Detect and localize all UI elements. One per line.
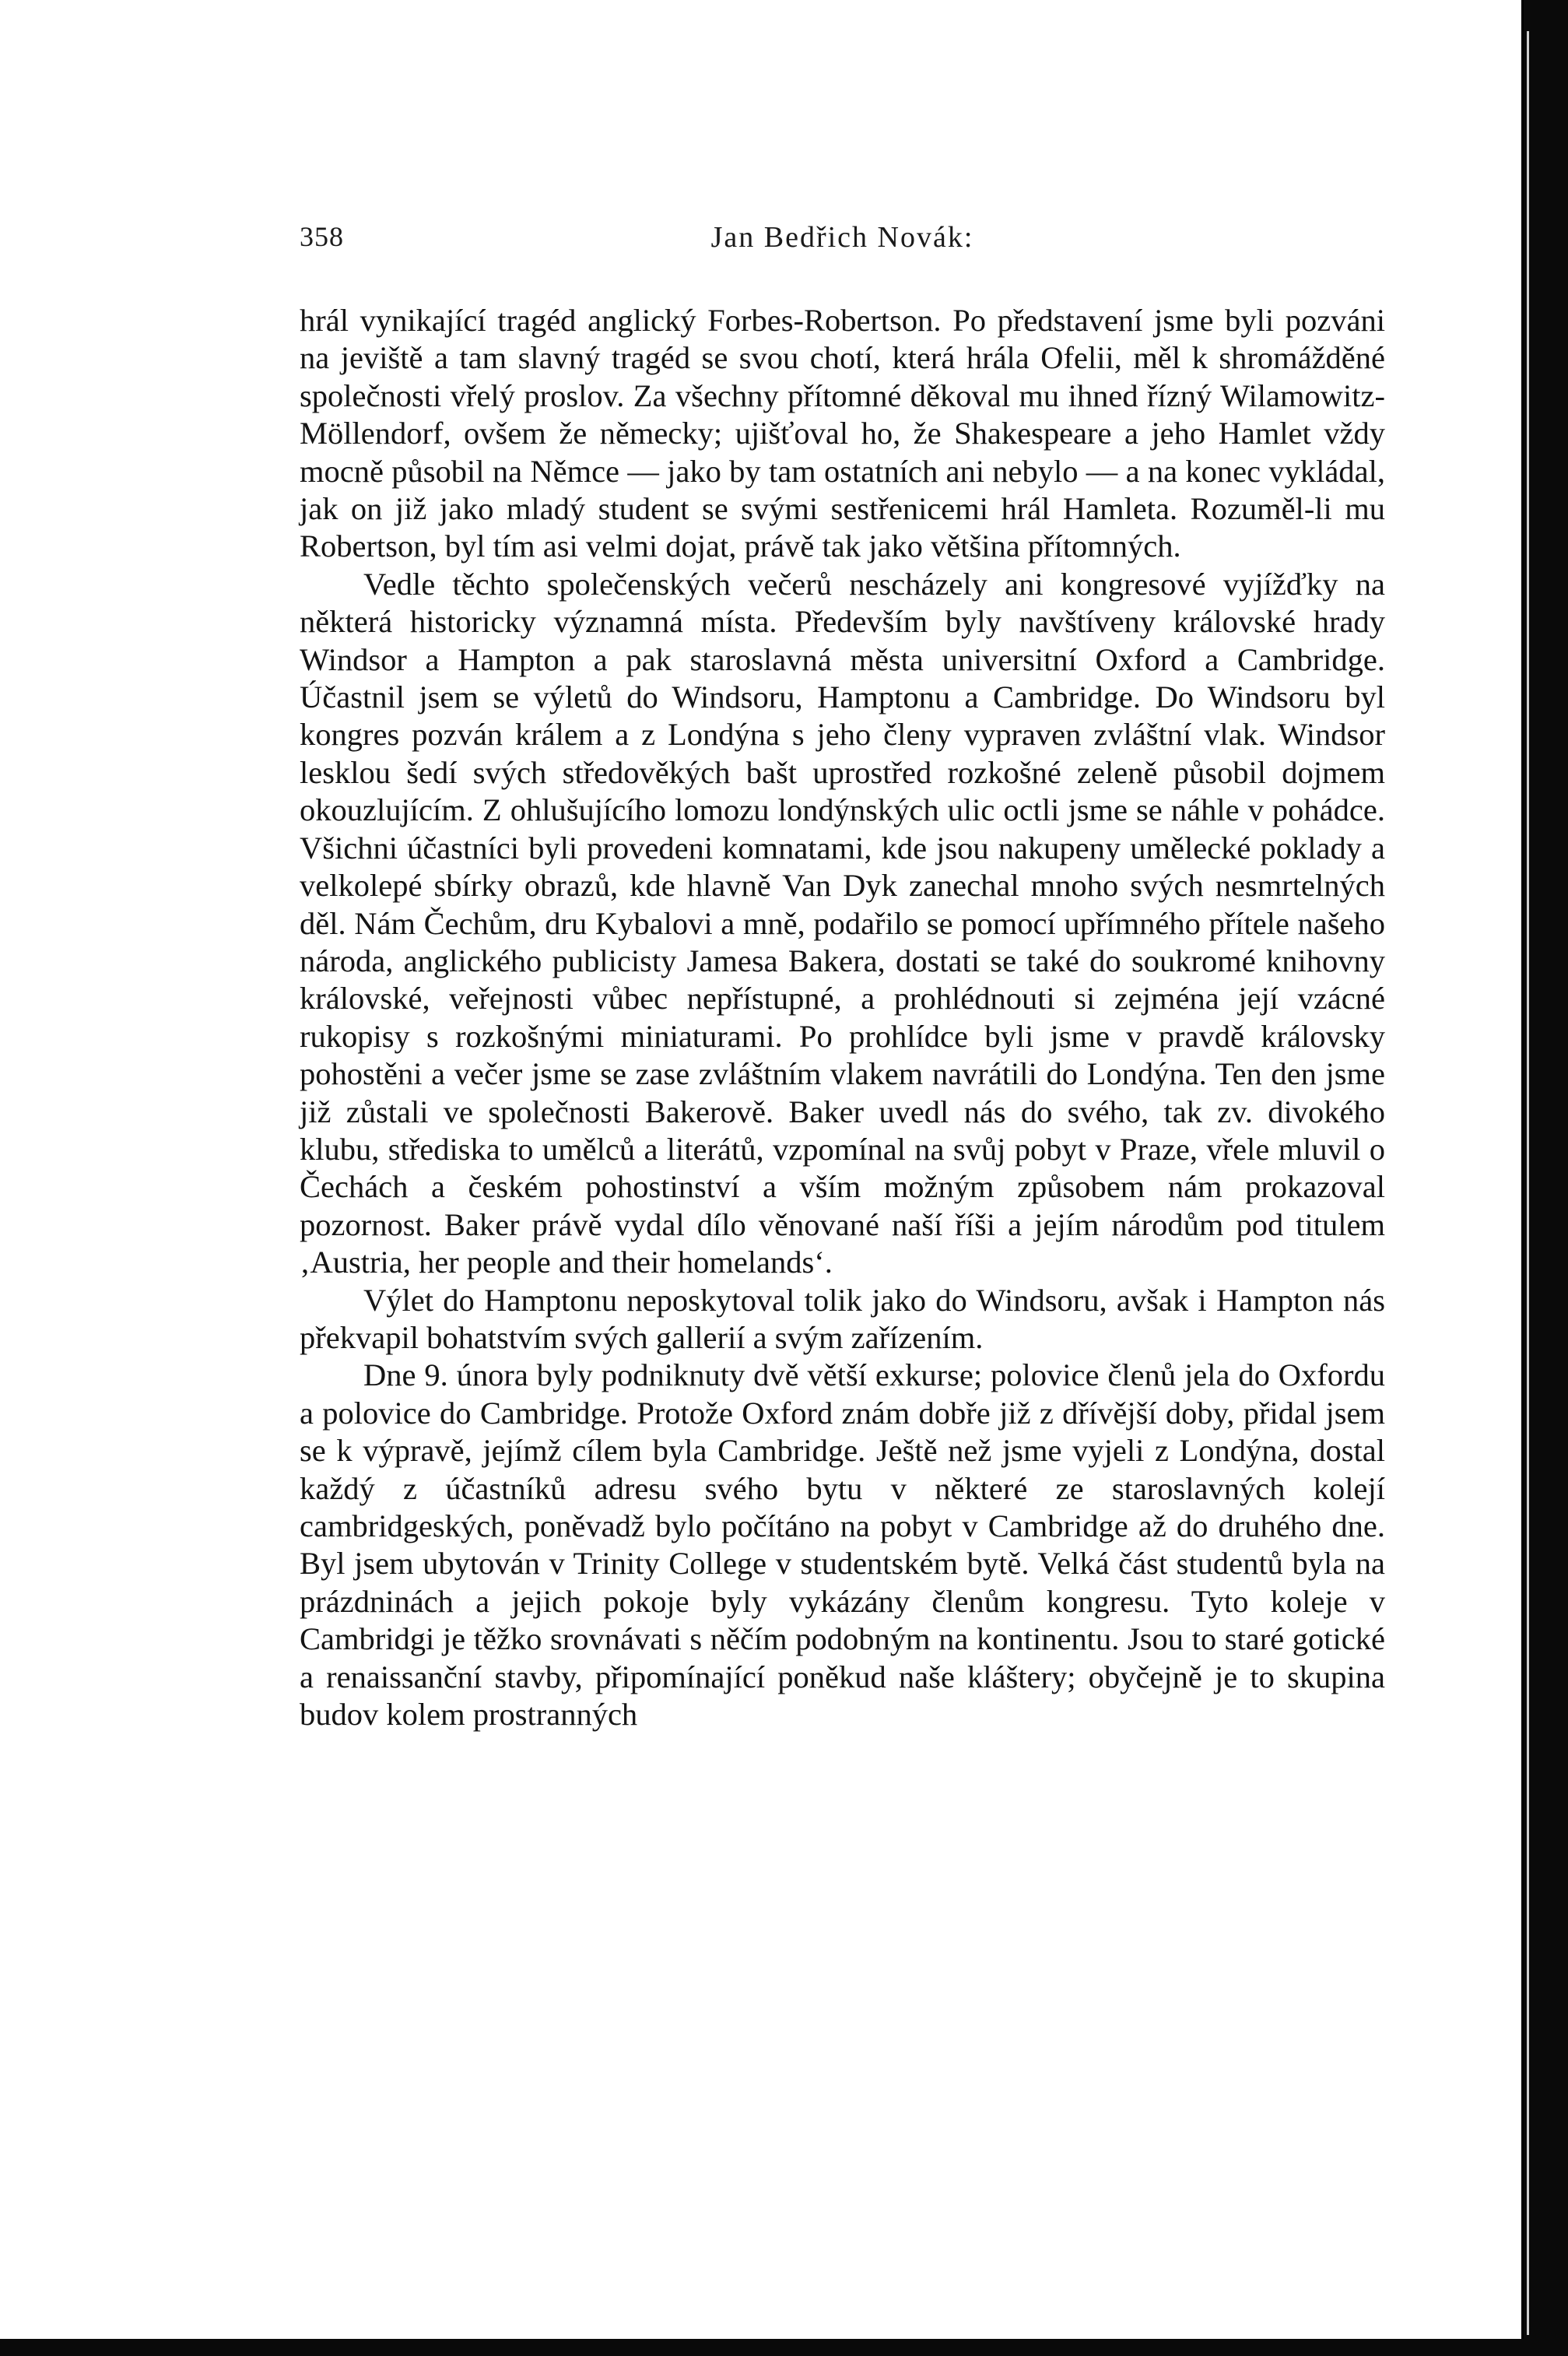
scan-edge-right (1524, 0, 1568, 2356)
scan-edge-line (1527, 31, 1529, 2335)
body-text (300, 302, 1385, 1733)
paragraph-2: Vedle těchto společenských večerů nescházely ani kongresové vyjížďky na některá historicky významná místa. Především byly navštíveny královské hrady Windsor a Hampton a pak staroslavná města universitní Oxford a Cambridge. Účastnil jsem se výletů do Windsoru, Hamptonu a Cambridge. Do Windsoru byl kongres pozván králem a z Londýna s jeho členy vypraven zvláštní vlak. Windsor lesklou šedí svých středověkých bašt uprostřed rozkošné zeleně působil dojmem okouzlujícím. Z ohlušujícího lomozu londýnských ulic octli jsme se náhle v pohádce. Všichni účastníci byli provedeni komnatami, kde jsou nakupeny umělecké poklady a velkolepé sbírky obrazů, kde hlavně Van Dyk zanechal mnoho svých nesmrtelných děl. Nám Čechům, dru Kybalovi a mně, podařilo se pomocí upřímného přítele našeho národa, anglického publicisty Jamesa Bakera, dostati se také do soukromé knihovny královské, veřejnosti vůbec nepřístupné, a prohlédnouti si zejména její vzácné rukopisy s rozkošnými miniaturami. Po prohlídce byli jsme v pravdě královsky pohostěni a večer jsme se zase zvláštním vlakem navrátili do Londýna. Ten den jsme již zůstali ve společnosti Bakerově. Baker uvedl nás do svého, tak zv. divokého klubu, střediska to umělců a literátů, vzpomínal na svůj pobyt v Praze, vřele mluvil o Čechách a českém pohostinství a vším možným způsobem nám prokazoval pozornost. Baker právě vydal dílo věnované naší říši a jejím národům pod titulem ‚Austria, her people and their homelands‘. (300, 566, 1385, 1280)
paragraph-4: Dne 9. února byly podniknuty dvě větší exkurse; polovice členů jela do Oxfordu a polovice do Cambridge. Protože Oxford znám dobře již z dřívější doby, přidal jsem se k výpravě, jejímž cílem byla Cambridge. Ještě než jsme vyjeli z Londýna, dostal každý z účastníků adresu svého bytu v některé ze staroslavných kolejí cambridgeských, poněvadž bylo počítáno na pobyt v Cambridge až do druhého dne. Byl jsem ubytován v Trinity College v studentském bytě. Velká část studentů byla na prázdninách a jejich pokoje byly vykázány členům kongresu. Tyto koleje v Cambridgi je těžko srovnávati s něčím podobným na kontinentu. Jsou to staré gotické a renaissanční stavby, připomínající poněkud naše kláštery; obyčejně je to skupina budov kolem prostranných (300, 1357, 1385, 1733)
scan-edge-bottom (0, 2339, 1568, 2356)
paragraph-3: Výlet do Hamptonu neposkytoval tolik jako do Windsoru, avšak i Hampton nás překvapil bohatstvím svých gallerií a svým zařízením. (300, 1282, 1385, 1355)
page-header (300, 220, 1385, 267)
page-number: 358 (300, 221, 344, 252)
paragraph-1: hrál vynikající tragéd anglický Forbes-Robertson. Po představení jsme byli pozváni na jeviště a tam slavný tragéd se svou chotí, která hrála Ofelii, měl k shromážděné společnosti vřelý proslov. Za všechny přítomné děkoval mu ihned řízný Wilamowitz-Möllendorf, ovšem že německy; ujišťoval ho, že Shakespeare a jeho Hamlet vždy mocně působil na Němce — jako by tam ostatních ani nebylo — a na konec vykládal, jak on již jako mladý student se svými sestřenicemi hrál Hamleta. Rozuměl-li mu Robertson, byl tím asi velmi dojat, právě tak jako většina přítomných. (300, 303, 1385, 564)
running-head: Jan Bedřich Novák: (710, 221, 974, 254)
